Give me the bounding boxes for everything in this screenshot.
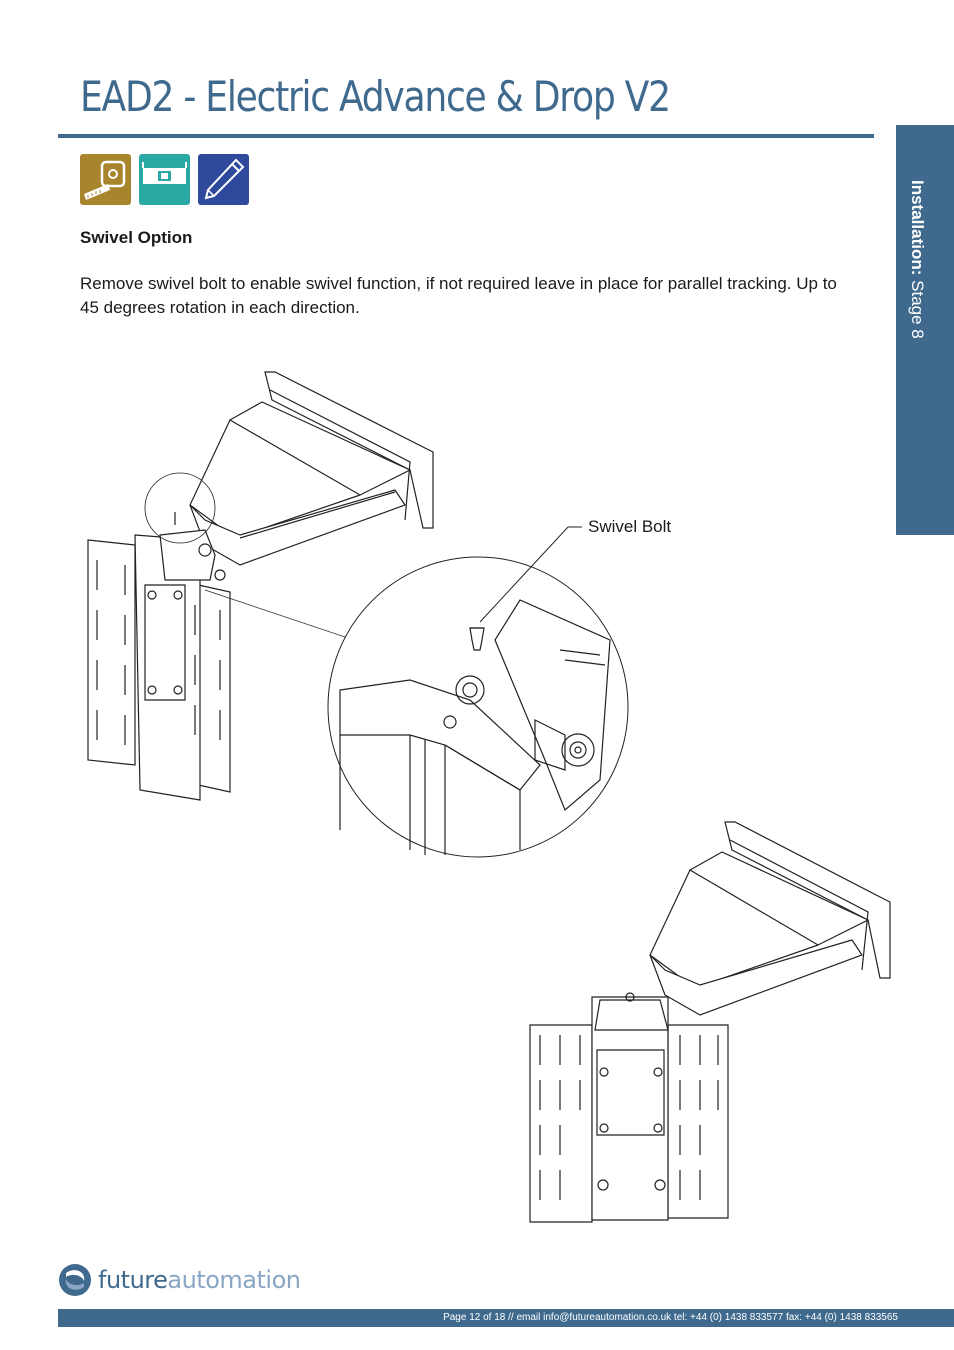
logo-wordmark-part2: automation: [167, 1266, 301, 1294]
footer-contact: Page 12 of 18 // email info@futureautomation.co.uk tel: +44 (0) 1438 833577 fax: +44 (0) 1438 833565: [443, 1312, 898, 1323]
swivel-detail-zoom: [328, 557, 628, 857]
logo-wordmark: [98, 1266, 300, 1294]
logo-swirl-icon: [58, 1263, 92, 1297]
logo-wordmark-part1: future: [98, 1266, 168, 1294]
stage-label-bold: Installation:: [908, 180, 927, 276]
stage-label-rest: Stage 8: [908, 275, 927, 339]
mount-assembly-parallel: [530, 822, 890, 1222]
instruction-text: Remove swivel bolt to enable swivel function, if not required leave in place for parallel tracking. Up to 45 degrees rotation in each direction.: [80, 274, 837, 317]
page-title: EAD2 - Electric Advance & Drop V2: [80, 72, 670, 121]
section-heading: Swivel Option: [80, 228, 193, 247]
swivel-bolt-callout: Swivel Bolt: [588, 517, 672, 536]
footer-bar: [58, 1309, 954, 1327]
company-logo: [58, 1263, 300, 1297]
